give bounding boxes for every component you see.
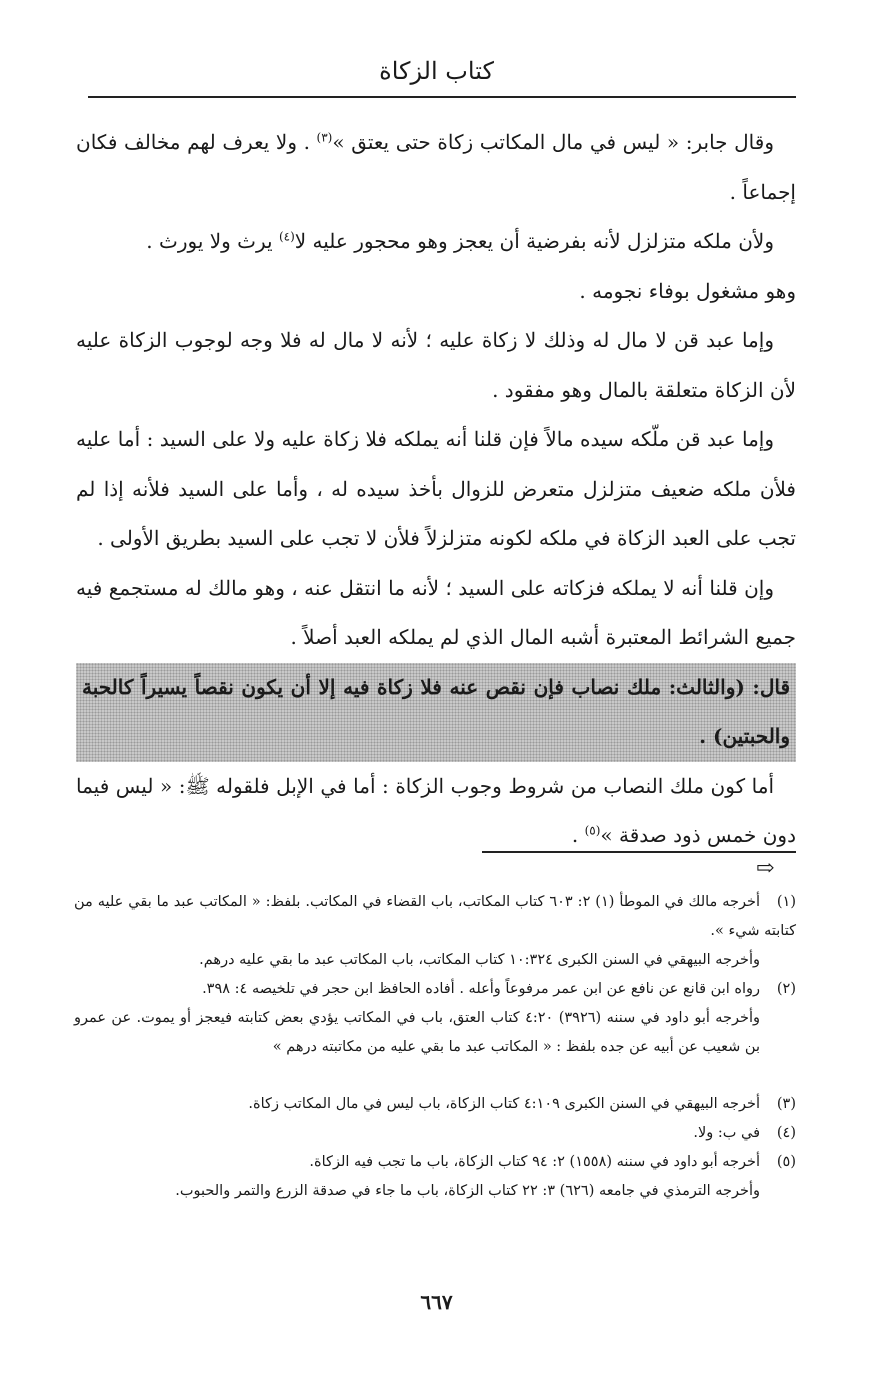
footnote-1-continued: وأخرجه البيهقي في السنن الكبرى ١٠:٣٢٤ كتاب المكاتب، باب المكاتب عبد ما بقي عليه درهم.	[199, 952, 760, 968]
footnote-spacer	[74, 1062, 796, 1090]
footnote-number: (٢)	[776, 981, 796, 997]
footnote-text: رواه ابن قانع عن نافع عن ابن عمر مرفوعاً وأعله . أفاده الحافظ ابن حجر في تلخيصه ٤: ٣٩٨.	[202, 981, 760, 997]
footnote-5	[74, 1148, 796, 1177]
main-text	[76, 118, 796, 861]
footnote-number: (٥)	[776, 1154, 796, 1170]
paragraph-installments: وهو مشغول بوفاء نجومه .	[579, 278, 796, 303]
footnote-text: في ب: ولا.	[693, 1125, 760, 1141]
paragraph-not-owning: وإن قلنا أنه لا يملكه فزكاته على السيد ؛ لأنه ما انتقل عنه ، وهو مالك له مستجمع فيه جميع الشرائط المعتبرة أشبه المال الذي لم يملكه العبد أصلاً .	[76, 575, 796, 649]
footnote-number: (٤)	[776, 1125, 796, 1141]
page-number: ٦٦٧	[420, 1290, 453, 1314]
footnote-5-continued: وأخرجه الترمذي في جامعه (٦٢٦) ٣: ٢٢ كتاب الزكاة، باب ما جاء في صدقة الزرع والتمر والحبوب.	[175, 1183, 760, 1199]
continue-arrow-icon: ⇨	[756, 856, 775, 881]
footnote-2-continued: وأخرجه أبو داود في سننه (٣٩٢٦) ٤:٢٠ كتاب العتق، باب في المكاتب يؤدي بعض كتابته فيعجز أو يموت. عن عمرو بن شعيب عن أبيه عن جده بلفظ : « المكاتب عبد ما بقي عليه من مكاتبته درهم »	[74, 1010, 760, 1055]
footnotes	[74, 888, 796, 1206]
running-header-title: كتاب الزكاة	[379, 57, 494, 85]
paragraph-nisab-text-end: .	[571, 823, 585, 847]
paragraph-ownership-text: ولأن ملكه متزلزل لأنه بفرضية أن يعجز وهو محجور عليه لا	[294, 229, 774, 253]
paragraph-slave-no-money: وإما عبد قن لا مال له وذلك لا زكاة عليه ؛ لأنه لا مال له فلا وجه لوجوب الزكاة عليه لأن الزكاة متعلقة بالمال وهو مفقود .	[76, 328, 796, 402]
footnote-1	[74, 888, 796, 946]
paragraph-jabir	[76, 118, 796, 217]
paragraph-slave-given-money: وإما عبد قن ملّكه سيده مالاً فإن قلنا أنه يملكه فلا زكاة عليه ولا على السيد : أما عليه فلأن ملكه ضعيف متزلزل متعرض للزوال بأخذ سيده له ، وأما على السيد فلأنه إذا لم تجب على العبد الزكاة في ملكه لكونه متزلزلاً فلأن لا تجب على السيد بطريق الأولى .	[76, 427, 796, 550]
footnote-2	[74, 975, 796, 1004]
footnote-4	[74, 1119, 796, 1148]
footnote-text: أخرجه البيهقي في السنن الكبرى ٤:١٠٩ كتاب الزكاة، باب ليس في مال المكاتب زكاة.	[248, 1096, 760, 1112]
footnote-ref-5: (٥)	[584, 823, 601, 838]
footnote-divider	[482, 851, 796, 853]
footnote-text: أخرجه مالك في الموطأ (١) ٢: ٦٠٣ كتاب المكاتب، باب القضاء في المكاتب. بلفظ: « المكاتب عبد ما بقي عليه من كتابته شيء ».	[74, 894, 796, 939]
footnote-text: أخرجه أبو داود في سننه (١٥٥٨) ٢: ٩٤ كتاب الزكاة، باب ما تجب فيه الزكاة.	[309, 1154, 760, 1170]
paragraph-jabir-text: وقال جابر: « ليس في مال المكاتب زكاة حتى يعتق »	[332, 130, 774, 154]
footnote-ref-4: (٤)	[278, 229, 295, 244]
highlighted-matn: قال: (والثالث: ملك نصاب فإن نقص عنه فلا زكاة فيه إلا أن يكون نقصاً يسيراً كالحبة والحبتين) .	[76, 663, 796, 762]
paragraph-ownership-text-end: يرث ولا يورث .	[146, 229, 279, 253]
paragraph-nisab	[76, 762, 796, 861]
paragraph-ownership	[76, 217, 796, 267]
paragraph-nisab-text: أما كون ملك النصاب من شروط وجوب الزكاة : أما في الإبل فلقوله ﷺ: « ليس فيما دون خمس ذود صدقة »	[76, 773, 796, 847]
footnote-number: (٣)	[776, 1096, 796, 1112]
paragraph-jabir-text-end: . ولا يعرف لهم مخالف فكان إجماعاً .	[76, 130, 796, 204]
header-divider	[88, 96, 796, 98]
footnote-ref-3: (٣)	[316, 130, 333, 145]
footnote-number: (١)	[776, 894, 796, 910]
footnote-3	[74, 1090, 796, 1119]
